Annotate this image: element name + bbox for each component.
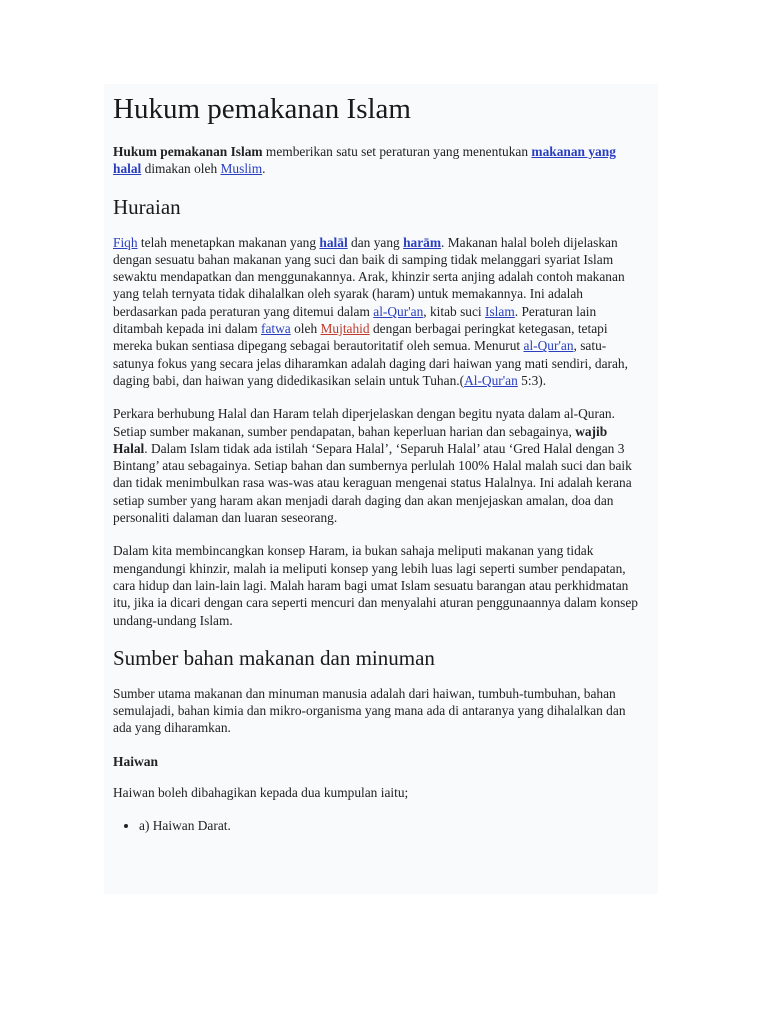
page-title: Hukum pemakanan Islam xyxy=(113,93,411,125)
link-fiqh[interactable]: Fiqh xyxy=(113,234,138,250)
article xyxy=(113,92,645,834)
list-item: • a) Haiwan Darat. xyxy=(139,817,645,834)
link-fatwa[interactable]: fatwa xyxy=(261,321,291,337)
wajib-halal-bold: wajib Halal xyxy=(113,423,608,456)
intro-paragraph: Hukum pemakanan Islam memberikan satu set peraturan yang menentukan makanan yang halal dimakan oleh Muslim. xyxy=(113,144,616,177)
huraian-paragraph-3: Dalam kita membincangkan konsep Haram, ia bukan sahaja meliputi makanan yang tidak mengandungi khinzir, malah ia meliputi konsep yang lebih luas lagi seperti sumber pendapatan, cara hidup dan lain-lain lagi. Malah haram bagi umat Islam sesuatu barangan atau perkhidmatan itu, jika ia dicari dengan cara seperti mencuri dan menyalahi aturan penggunaannya dalam konsep undang-undang Islam. xyxy=(113,543,639,628)
link-muslim[interactable]: Muslim xyxy=(220,161,263,177)
sumber-paragraph-2: Haiwan boleh dibahagikan kepada dua kumpulan iaitu; xyxy=(113,784,409,800)
link-quran-1[interactable]: al-Qur'an xyxy=(373,303,424,319)
heading-huraian: Huraian xyxy=(113,194,181,219)
heading-sumber: Sumber bahan makanan dan minuman xyxy=(113,645,435,670)
intro-bold-term: Hukum pemakanan Islam xyxy=(113,144,263,159)
link-mujtahid[interactable]: Mujtahid xyxy=(320,321,370,337)
huraian-paragraph-2: Perkara berhubung Halal dan Haram telah diperjelaskan dengan begitu nyata dalam al-Quran. Setiap sumber makanan, sumber pendapatan, bahan keperluan harian dan sebagainya, wajib Halal. Dalam Islam tidak ada istilah ‘Separa Halal’, ‘Separuh Halal’ atau ‘Gred Halal dengan 3 Bintang’ atau sebagainya. Setiap bahan dan sumbernya perlulah 100% Halal malah suci dan baik dan tidak menimbulkan rasa was-was atau keraguan mengenai status Halalnya. Ini adalah kerana setiap sumber yang haram akan menjadi darah daging dan akan menjejaskan amalan, doa dan personaliti dalaman dan luaran seseorang. xyxy=(113,406,632,526)
huraian-paragraph-1: Fiqh telah menetapkan makanan yang halāl dan yang harām. Makanan halal boleh dijelaskan dengan sesuatu bahan makanan yang suci dan baik di samping tidak melanggari syariat Islam sewaktu mendapatkan dan menggunakannya. Arak, khinzir serta anjing adalah contoh makanan yang telah ternyata tidak dihalalkan oleh syarak (haram) untuk memakannya. Ini adalah berdasarkan pada peraturan yang ditemui dalam al-Qur'an, kitab suci Islam. Peraturan lain ditambah kepada ini dalam fatwa oleh Mujtahid dengan berbagai peringkat ketegasan, tetapi mereka bukan sentiasa dipegang sebagai berautoritatif oleh semua. Menurut al-Qur'an, satu-satunya fokus yang secara jelas diharamkan adalah daging dari haiwan yang mati sendiri, darah, daging babi, dan haiwan yang didedikasikan selain untuk Tuhan.(Al-Qur'an 5:3). xyxy=(113,234,628,388)
link-quran-2[interactable]: al-Qur'an xyxy=(523,338,574,354)
subheading-haiwan: Haiwan xyxy=(113,753,159,769)
link-halal[interactable]: halal xyxy=(113,161,142,177)
link-islam[interactable]: Islam xyxy=(485,303,515,319)
sumber-paragraph-1: Sumber utama makanan dan minuman manusia adalah dari haiwan, tumbuh-tumbuhan, bahan semulajadi, bahan kimia dan mikro-organisma yang mana ada di antaranya yang dihalalkan dan ada yang diharamkan. xyxy=(113,685,626,736)
link-haram[interactable]: harām xyxy=(403,234,442,250)
link-makanan[interactable]: makanan yang xyxy=(531,144,616,159)
link-quran-3[interactable]: Al-Qur'an xyxy=(464,372,518,388)
haiwan-list xyxy=(113,817,645,834)
link-halal-2[interactable]: halāl xyxy=(319,234,348,250)
